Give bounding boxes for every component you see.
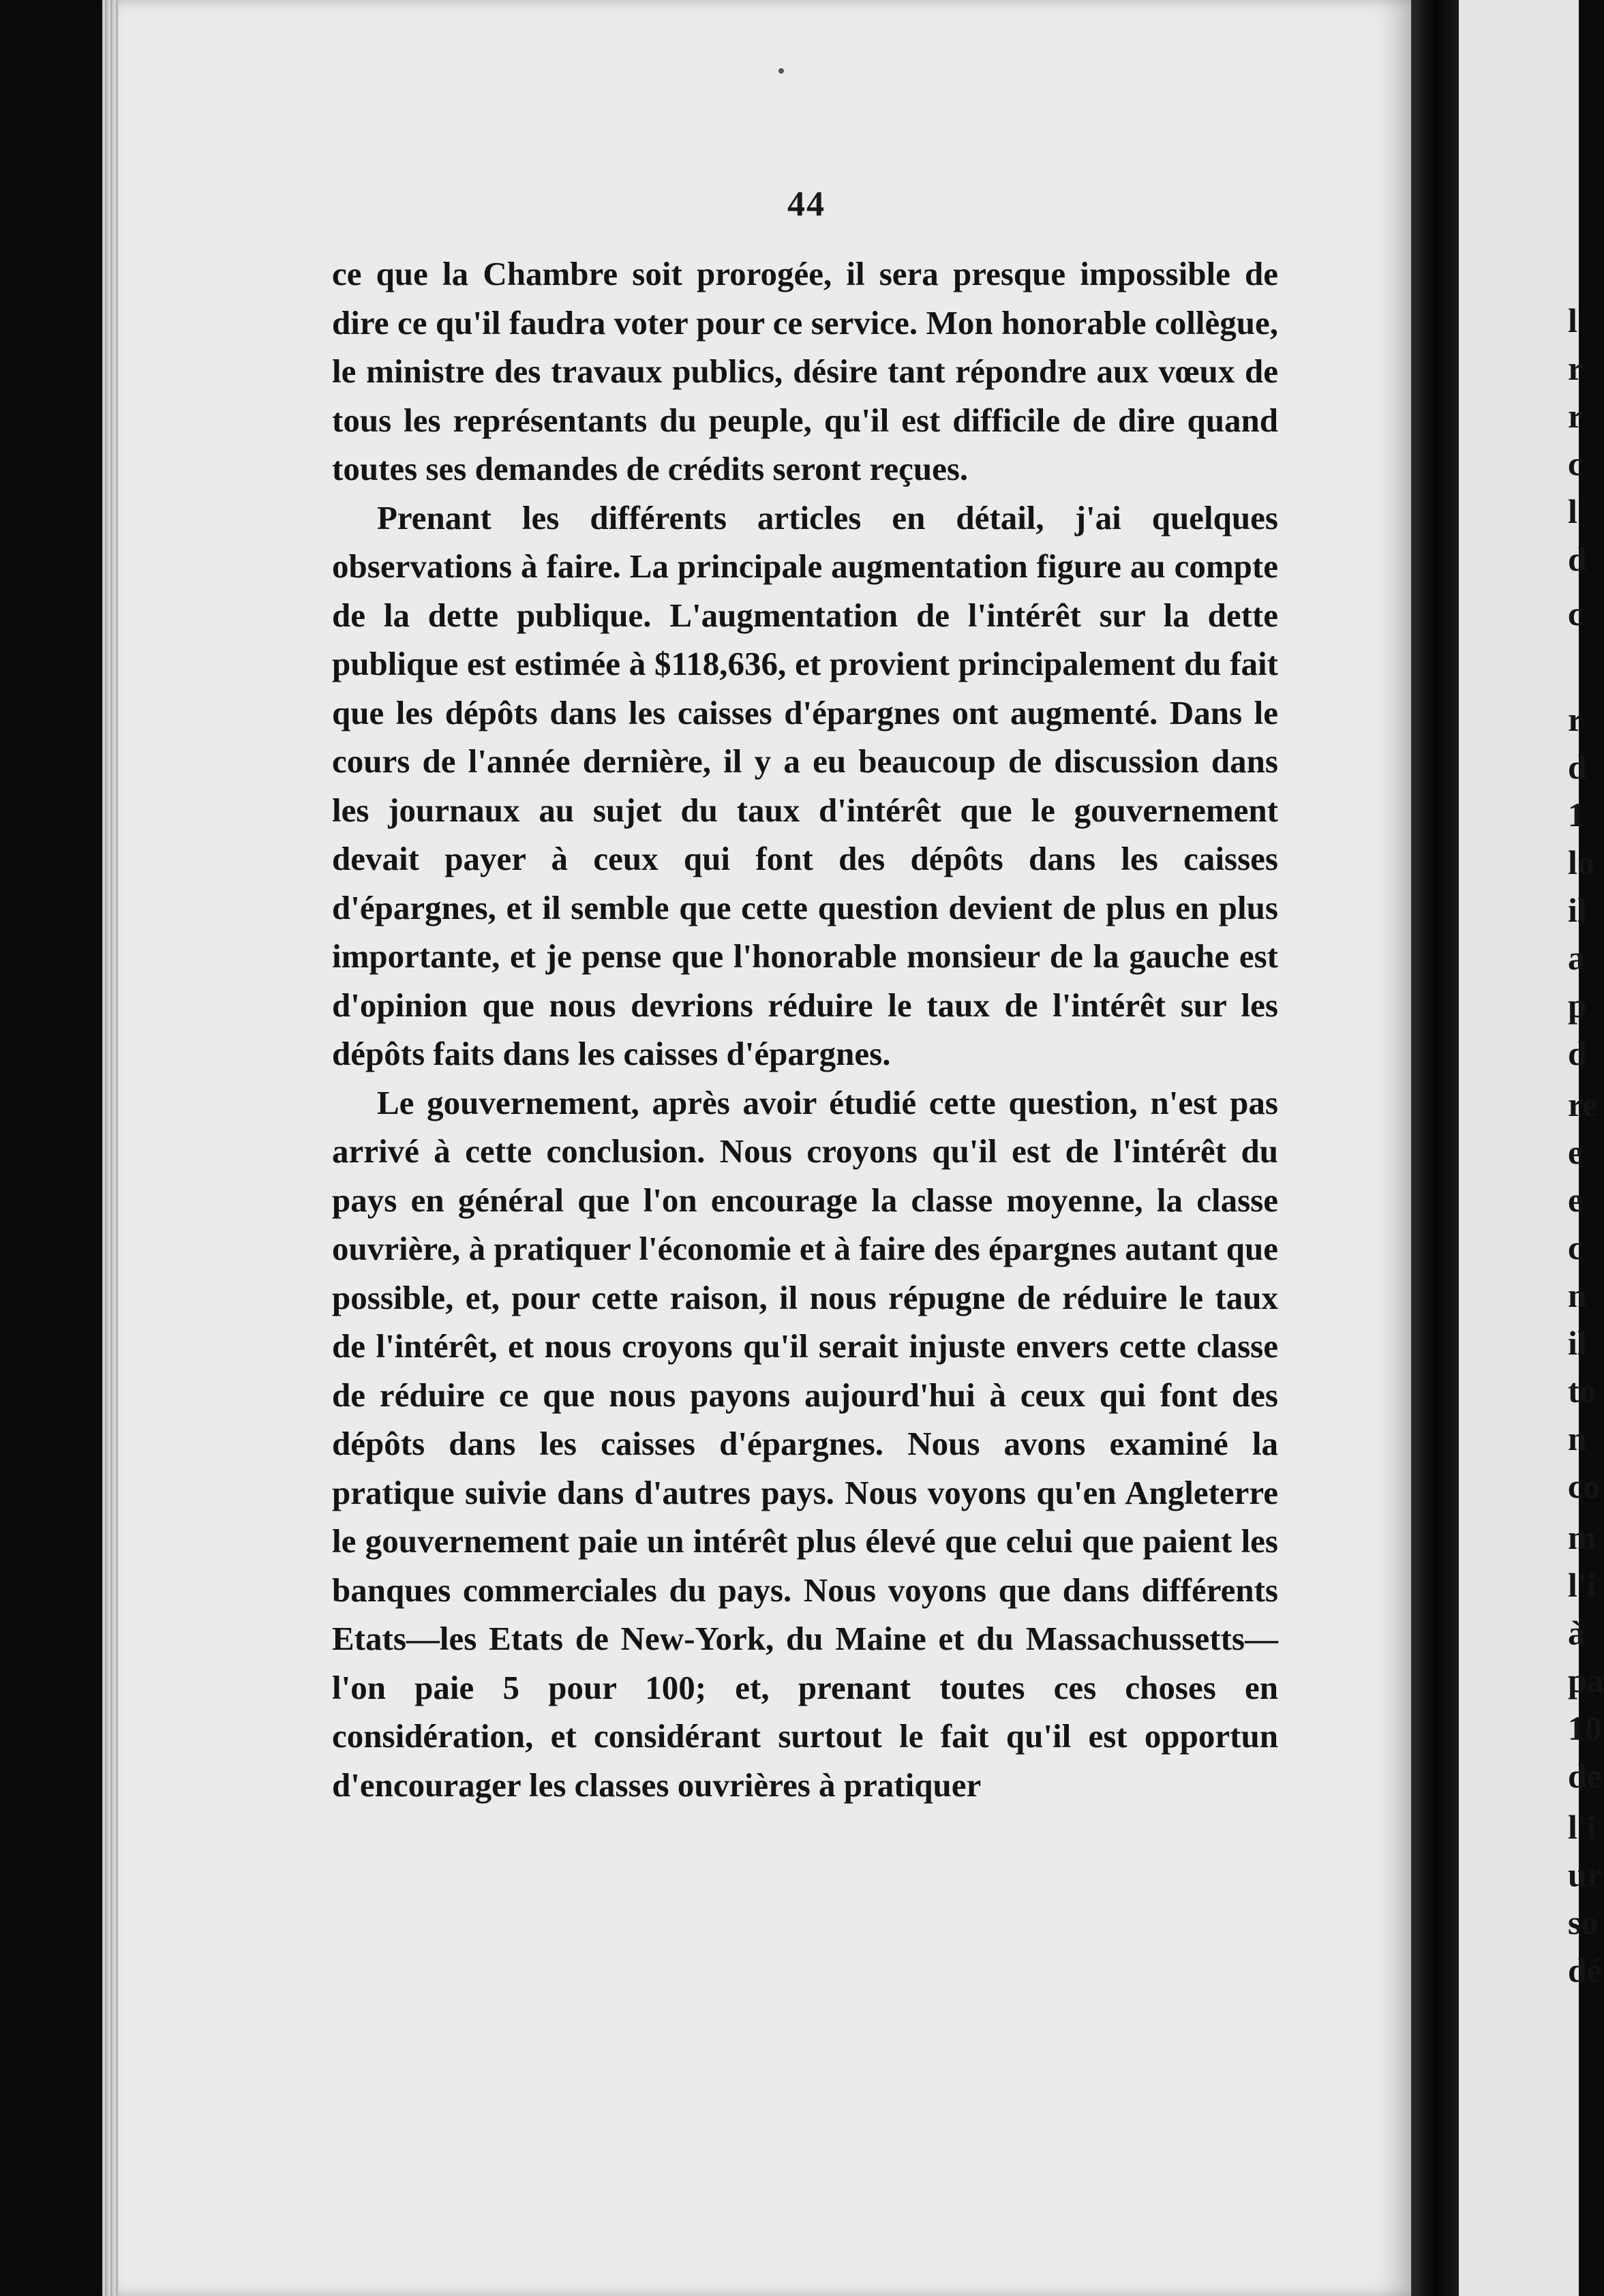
- next-page-fragment: c: [1568, 1228, 1584, 1267]
- next-page-fragment: il: [1568, 891, 1587, 929]
- next-page-fragment: d: [1568, 748, 1587, 786]
- body-text: [332, 250, 1278, 1809]
- paper-speck: [778, 68, 784, 74]
- next-page-fragment: à: [1568, 1614, 1585, 1652]
- next-page-fragment: to: [1568, 1372, 1597, 1410]
- next-page-fragment: r: [1568, 349, 1584, 387]
- next-page-fragment: r: [1568, 397, 1584, 435]
- next-page-fragment: pa: [1568, 1661, 1604, 1700]
- next-page-fragment: l'i: [1568, 1566, 1597, 1604]
- next-page-fragment: e: [1568, 1181, 1584, 1219]
- next-page-fragment: c: [1568, 594, 1584, 633]
- next-page-fragment: ur: [1568, 1856, 1602, 1894]
- next-page-fragment: c: [1568, 444, 1584, 483]
- page-edge: [102, 0, 119, 2296]
- next-page-fragment: r: [1568, 700, 1584, 738]
- next-page-fragment: n: [1568, 1419, 1587, 1457]
- next-page-edge: [1459, 0, 1604, 2296]
- next-page-fragment: l: [1568, 301, 1577, 339]
- next-page-fragment: e: [1568, 1133, 1584, 1171]
- next-page-fragment: l'i: [1568, 1808, 1597, 1846]
- paragraph-2: Prenant les différents articles en détail, j'ai quelques observations à faire. La principale augmentation figure au compte de la dette publique. L'augmentation de l'intérêt sur la dette publique est estimée à $118,636, et provient principalement du fait que les dépôts dans les caisses d'épargnes ont augmenté. Dans le cours de l'année dernière, il y a eu beaucoup de discussion dans les journaux au sujet du taux d'intérêt que le gouvernement devait payer à ceux qui font des dépôts dans les caisses d'épargnes, et il semble que cette question devient de plus en plus importante, et je pense que l'honorable monsieur de la gauche est d'opinion que nous devrions réduire le taux de l'intérêt sur les dépôts faits dans les caisses d'épargnes.: [332, 498, 1278, 1072]
- next-page-fragment: a: [1568, 939, 1585, 977]
- next-page-fragment: lo: [1568, 843, 1594, 881]
- next-page-fragment: de: [1568, 1757, 1602, 1795]
- next-page-fragment: d: [1568, 1034, 1587, 1072]
- next-page-fragment: l: [1568, 492, 1577, 530]
- paragraph-1: ce que la Chambre soit prorogée, il sera presque impossible de dire ce qu'il faudra voter pour ce service. Mon honorable collègue, le ministre des travaux publics, désire tant répondre aux vœux de tous les représentants du peuple, qu'il est difficile de dire quand toutes ses demandes de crédits seront reçues.: [332, 255, 1278, 487]
- next-page-fragment: 1: [1568, 796, 1585, 834]
- next-page-fragment: p: [1568, 986, 1587, 1025]
- next-page-fragment: co: [1568, 1467, 1601, 1505]
- next-page-fragment: so: [1568, 1903, 1599, 1942]
- book-gutter: [1411, 0, 1459, 2296]
- next-page-fragment: dé: [1568, 1951, 1602, 1989]
- next-page-fragment: il: [1568, 1324, 1587, 1362]
- next-page-fragment: n: [1568, 1276, 1587, 1314]
- next-page-fragment: d: [1568, 540, 1587, 578]
- next-page-fragment: m: [1568, 1518, 1597, 1556]
- next-page-fragment: 10: [1568, 1709, 1602, 1747]
- page-number: 44: [787, 185, 826, 224]
- paragraph-3: Le gouvernement, après avoir étudié cette question, n'est pas arrivé à cette conclusion. Nous croyons qu'il est de l'intérêt du pays en général que l'on encourage la classe moyenne, la classe ouvrière, à pratiquer l'économie et à faire des épargnes autant que possible, et, pour cette raison, il nous répugne de réduire le taux de l'intérêt, et nous croyons qu'il serait injuste envers cette classe de réduire ce que nous payons aujourd'hui à ceux qui font des dépôts dans les caisses d'épargnes. Nous avons examiné la pratique suivie dans d'autres pays. Nous voyons qu'en Angleterre le gouvernement paie un intérêt plus élevé que celui que paient les banques commerciales du pays. Nous voyons que dans différents Etats—les Etats de New-York, du Maine et du Massachussetts—l'on paie 5 pour 100; et, prenant toutes ces choses en considération, et considérant surtout le fait qu'il est opportun d'encourager les classes ouvrières à pratiquer: [332, 1083, 1278, 1804]
- next-page-fragment: re: [1568, 1085, 1598, 1123]
